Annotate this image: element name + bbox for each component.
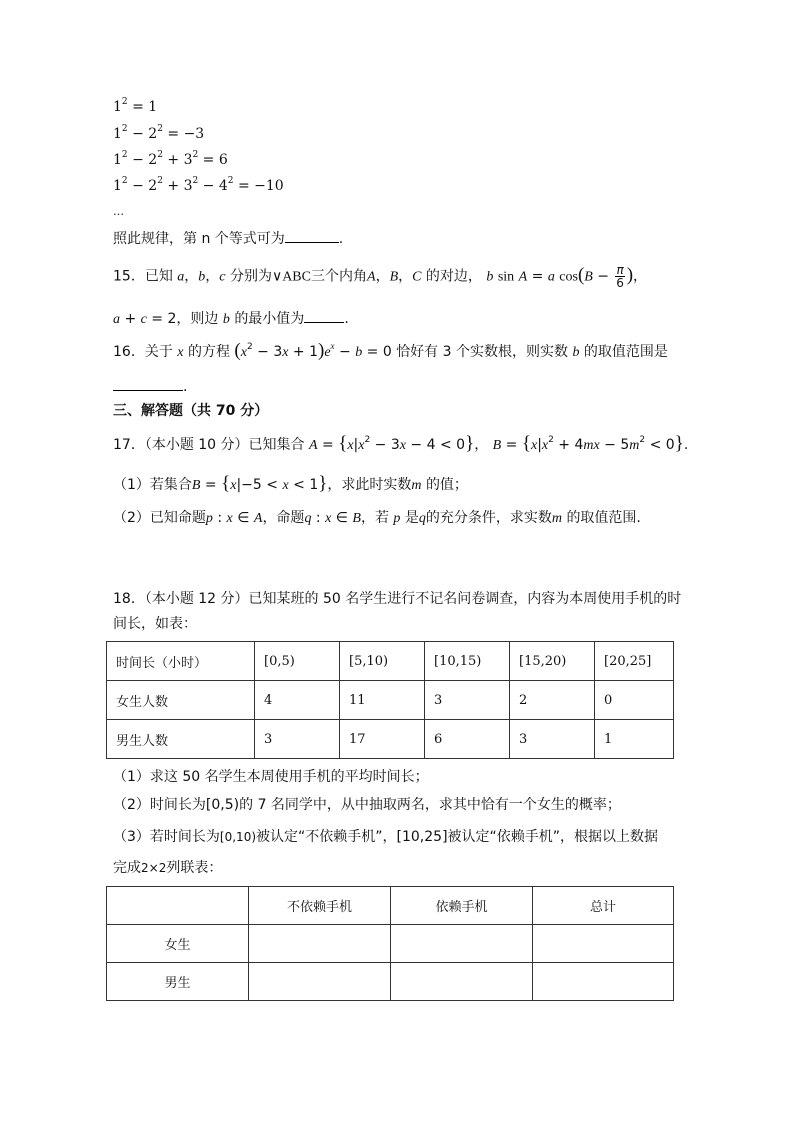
table-row (107, 925, 674, 963)
usage-time-table (106, 641, 674, 759)
table-header-cell: [10,15) (425, 642, 510, 681)
question-18-part-3: （3）若时间长为[0,10)被认定“不依赖手机”，[10,25]被认定“依赖手机”，根据以上数据 (113, 829, 659, 845)
table-header-cell: [5,10) (340, 642, 425, 681)
question-16-answer-blank: . (113, 376, 187, 397)
table-cell: 男生人数 (107, 720, 255, 759)
table-cell: 17 (340, 720, 425, 759)
question-15-line-2: a + c = 2，则边 b 的最小值为 . (113, 308, 349, 330)
section-3-heading: 三、解答题（共 70 分） (113, 403, 269, 419)
table-cell[interactable] (533, 925, 674, 963)
table-cell: 4 (255, 681, 340, 720)
table-cell[interactable] (249, 925, 391, 963)
table-cell: 11 (340, 681, 425, 720)
equation-line-4: $1^2 - 2^2 + 3^2 - 4^2 = -10$ (113, 176, 284, 194)
table-header-cell: [0,5) (255, 642, 340, 681)
equation-line-2: $1^2 - 2^2 = -3$ (113, 124, 205, 142)
table-cell: 女生 (107, 925, 249, 963)
table-header-row (107, 642, 674, 681)
table-cell: 2 (510, 681, 595, 720)
table-header-cell: 时间长（小时） (107, 642, 255, 681)
table-header-row (107, 887, 674, 925)
question-15-line-1: 15．已知 a，b，c 分别为∨ABC三个内角A，B，C 的对边， b sin A = a cos(B − $\frac{\pi}{6}$ )， (113, 263, 648, 290)
question-18-part-2: （2）时间长为[0,5)的 7 名同学中，从中抽取两名，求其中恰有一个女生的概率； (113, 797, 621, 813)
table-header-cell: [15,20) (510, 642, 595, 681)
table-row (107, 720, 674, 759)
table-cell: 3 (255, 720, 340, 759)
table-cell: 6 (425, 720, 510, 759)
table-cell: 3 (510, 720, 595, 759)
rule-question: 照此规律，第 n 个等式可为 . (113, 228, 343, 249)
table-cell: 1 (595, 720, 674, 759)
question-18-line-2: 间长，如表： (113, 616, 197, 632)
question-17-part-2: （2）已知命题p : x ∈ A，命题q : x ∈ B，若 p 是q的充分条件，求实数m 的取值范围. (113, 510, 641, 526)
equation-line-1: $1^2 = 1$ (113, 97, 158, 115)
table-cell[interactable] (391, 925, 533, 963)
question-16-line-1: 16．关于 x 的方程 $(x^2 - 3x + 1)e^x - b = 0$ 恰好有 3 个实数根，则实数 b 的取值范围是 (113, 340, 668, 361)
table-cell: 男生 (107, 963, 249, 1001)
table-cell[interactable] (533, 963, 674, 1001)
question-18-part-1: （1）求这 50 名学生本周使用手机的平均时间长； (113, 769, 429, 785)
table-header-cell: 总计 (533, 887, 674, 925)
question-18-line-1: 18．（本小题 12 分）已知某班的 50 名学生进行不记名问卷调查，内容为本周使用手机的时 (113, 591, 682, 607)
contingency-table (106, 886, 674, 1001)
table-cell: 3 (425, 681, 510, 720)
equation-ellipsis: … (113, 205, 124, 218)
table-header-cell: 依赖手机 (391, 887, 533, 925)
table-header-cell: [20,25] (595, 642, 674, 681)
question-18-part-3-cont: 完成2×2列联表： (113, 860, 223, 876)
table-cell[interactable] (249, 963, 391, 1001)
table-cell: 女生人数 (107, 681, 255, 720)
table-cell[interactable] (391, 963, 533, 1001)
table-header-cell: 不依赖手机 (249, 887, 391, 925)
question-17-part-1: （1）若集合B = {x|−5 < x < 1}，求此时实数m 的值； (113, 473, 468, 494)
table-cell: 0 (595, 681, 674, 720)
table-header-cell (107, 887, 249, 925)
equation-line-3: $1^2 - 2^2 + 3^2 = 6$ (113, 150, 228, 168)
table-row (107, 963, 674, 1001)
question-17-line-1: 17．（本小题 10 分）已知集合 $A = \{x|x^2 - 3x - 4 < 0\}$， $B = \{x|x^2 + 4mx - 5m^2 < 0\}$. (113, 433, 689, 454)
table-row (107, 681, 674, 720)
